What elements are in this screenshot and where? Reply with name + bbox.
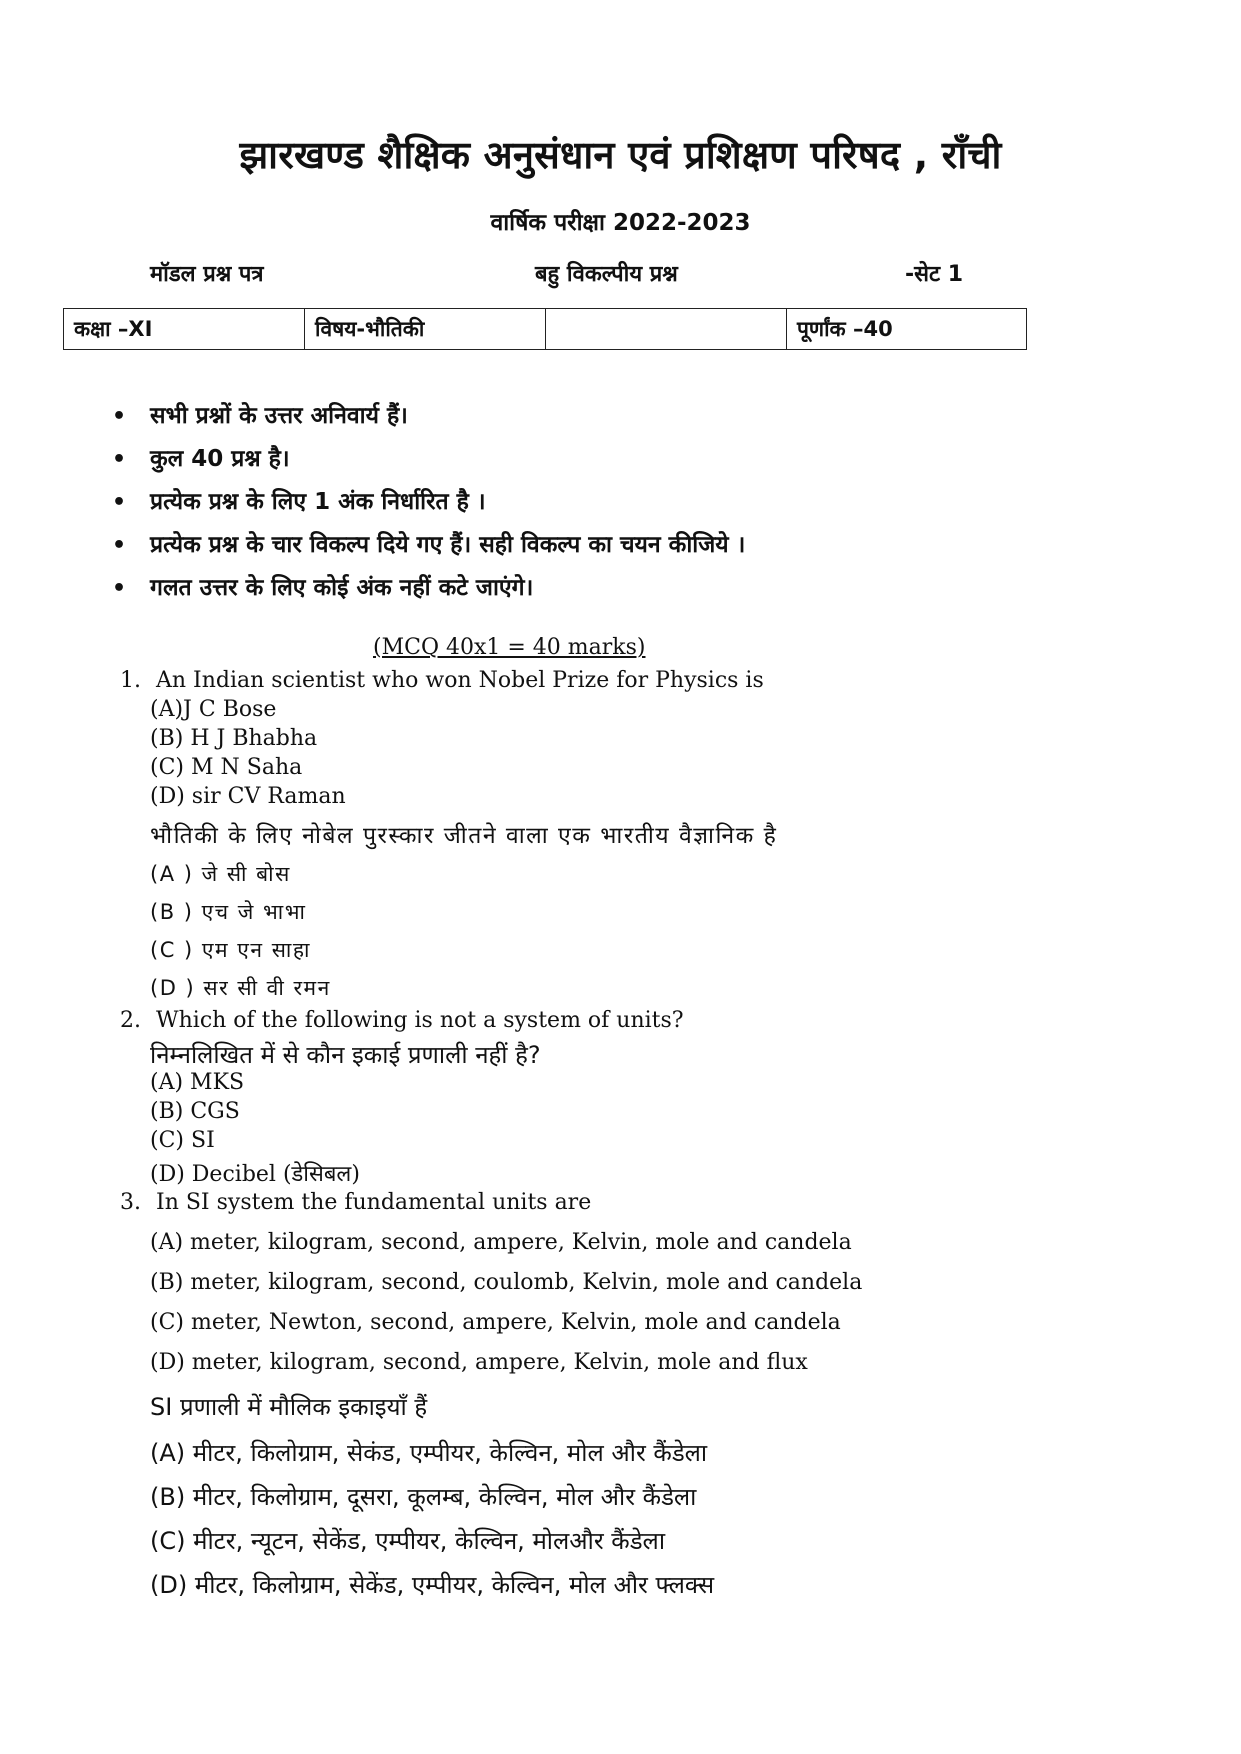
subject-cell: विषय-भौतिकी <box>305 309 546 350</box>
option-a: (A) meter, kilogram, second, ampere, Kelvin, mole and candela <box>150 1230 852 1255</box>
question-text-hi: निम्नलिखित में से कौन इकाई प्रणाली नहीं है? <box>150 1041 541 1069</box>
option-d: (D) Decibel (डेसिबल) <box>150 1162 360 1187</box>
bullet-icon: • <box>112 576 127 601</box>
blank-cell <box>546 309 787 350</box>
option-b: (B) H J Bhabha <box>150 726 318 751</box>
question-text-hi: भौतिकी के लिए नोबेल पुरस्कार जीतने वाला एक भारतीय वैज्ञानिक है <box>150 823 778 849</box>
instruction-item: • कुल 40 प्रश्न है। <box>108 438 745 481</box>
option-d-hi: (D ) सर सी वी रमन <box>150 976 331 1000</box>
paper-type: मॉडल प्रश्न पत्र <box>150 262 264 287</box>
option-a-hi: (A) मीटर, किलोग्राम, सेकंड, एम्पीयर, केल्विन, मोल और कैंडेला <box>150 1439 708 1467</box>
question-3 <box>120 1190 591 1215</box>
bullet-icon: • <box>112 490 127 515</box>
instruction-item: • गलत उत्तर के लिए कोई अंक नहीं कटे जाएंगे। <box>108 567 745 610</box>
instructions-list <box>108 395 745 610</box>
option-a: (A) MKS <box>150 1070 245 1095</box>
option-b-hi: (B) मीटर, किलोग्राम, दूसरा, कूलम्ब, केल्विन, मोल और कैंडेला <box>150 1483 697 1511</box>
option-c-hi: (C ) एम एन साहा <box>150 938 311 962</box>
bullet-icon: • <box>112 447 127 472</box>
option-c-hi: (C) मीटर, न्यूटन, सेकेंड, एम्पीयर, केल्विन, मोलऔर कैंडेला <box>150 1527 666 1555</box>
instruction-item: • प्रत्येक प्रश्न के चार विकल्प दिये गए हैं। सही विकल्प का चयन कीजिये । <box>108 524 745 567</box>
instruction-item: • सभी प्रश्नों के उत्तर अनिवार्य हैं। <box>108 395 745 438</box>
council-title: झारखण्ड शैक्षिक अनुसंधान एवं प्रशिक्षण परिषद , राँची <box>239 133 1002 177</box>
exam-title: वार्षिक परीक्षा 2022-2023 <box>490 210 751 236</box>
question-text-en: Which of the following is not a system of units? <box>156 1008 684 1033</box>
question-text-hi: SI प्रणाली में मौलिक इकाइयाँ हैं <box>150 1393 428 1421</box>
option-a: (A)J C Bose <box>150 697 277 722</box>
class-cell: कक्षा –XI <box>64 309 305 350</box>
question-number: 3. <box>120 1190 141 1215</box>
mcq-heading: (MCQ 40x1 = 40 marks) <box>373 635 646 660</box>
option-d-hi: (D) मीटर, किलोग्राम, सेकेंड, एम्पीयर, केल्विन, मोल और फ्लक्स <box>150 1571 715 1599</box>
question-text-en: An Indian scientist who won Nobel Prize for Physics is <box>156 668 764 693</box>
option-b: (B) CGS <box>150 1099 240 1124</box>
question-1 <box>120 668 764 693</box>
set-number: -सेट 1 <box>905 262 964 287</box>
option-d: (D) meter, kilogram, second, ampere, Kelvin, mole and flux <box>150 1350 808 1375</box>
paper-meta-row <box>0 258 1241 290</box>
question-text-en: In SI system the fundamental units are <box>156 1190 592 1215</box>
option-d: (D) sir CV Raman <box>150 784 346 809</box>
question-number: 1. <box>120 668 141 693</box>
option-c: (C) M N Saha <box>150 755 303 780</box>
option-a-hi: (A ) जे सी बोस <box>150 862 291 886</box>
question-type: बहु विकल्पीय प्रश्न <box>535 262 678 287</box>
bullet-icon: • <box>112 533 127 558</box>
option-b-hi: (B ) एच जे भाभा <box>150 900 307 924</box>
total-marks-cell: पूर्णांक –40 <box>787 309 1027 350</box>
option-c: (C) SI <box>150 1128 215 1153</box>
option-c: (C) meter, Newton, second, ampere, Kelvin, mole and candela <box>150 1310 841 1335</box>
info-table <box>63 308 1027 350</box>
question-2 <box>120 1008 684 1033</box>
bullet-icon: • <box>112 404 127 429</box>
instruction-item: • प्रत्येक प्रश्न के लिए 1 अंक निर्धारित है । <box>108 481 745 524</box>
option-b: (B) meter, kilogram, second, coulomb, Kelvin, mole and candela <box>150 1270 863 1295</box>
question-number: 2. <box>120 1008 141 1033</box>
